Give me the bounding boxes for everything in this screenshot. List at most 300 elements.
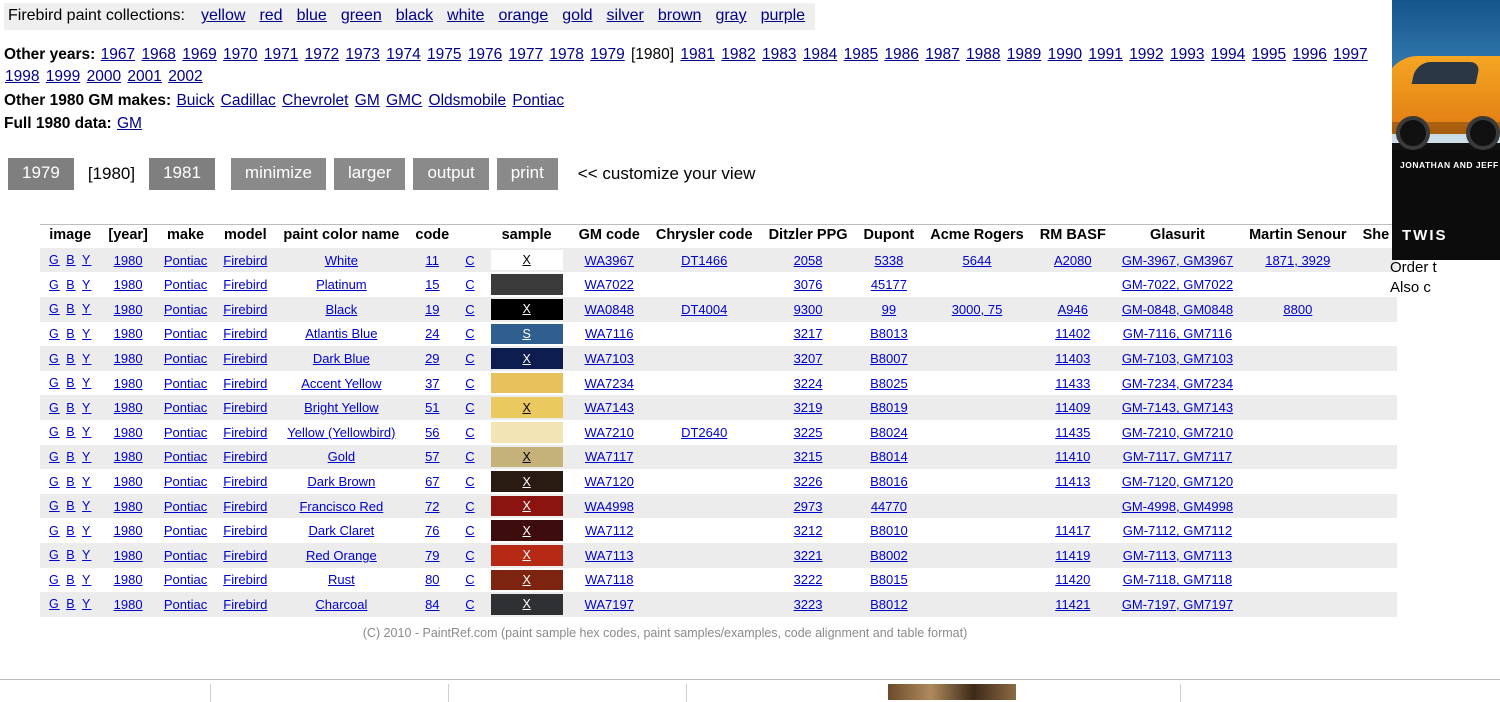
cell-gm-code-link[interactable]: WA3967 xyxy=(584,252,634,268)
cell-year-link[interactable]: 1980 xyxy=(113,277,143,293)
cell-code[interactable] xyxy=(407,445,457,470)
collection-link-gray[interactable]: gray xyxy=(715,7,747,24)
year-link-1974[interactable]: 1974 xyxy=(386,46,421,63)
cell-paint-color-name[interactable] xyxy=(275,272,407,297)
year-link-1969[interactable]: 1969 xyxy=(182,46,217,63)
color-swatch[interactable]: X xyxy=(491,594,563,615)
cell-code[interactable] xyxy=(407,248,457,273)
cell-chrysler-code[interactable] xyxy=(648,395,761,420)
cell-make-link[interactable]: Pontiac xyxy=(163,498,208,514)
cell-color-sample[interactable] xyxy=(483,297,571,322)
image-link-y[interactable]: Y xyxy=(82,597,92,612)
cell-martin-senour[interactable] xyxy=(1241,568,1354,593)
cell-ditzler-ppg-link[interactable]: 3226 xyxy=(793,474,823,490)
year-link-1993[interactable]: 1993 xyxy=(1169,46,1205,63)
cell-ditzler-ppg-link[interactable]: 3222 xyxy=(793,572,823,588)
cell-glasurit-link[interactable]: GM-4998, GM4998 xyxy=(1121,498,1234,514)
cell-code-link[interactable]: 51 xyxy=(425,400,440,416)
collection-link-green[interactable]: green xyxy=(340,7,382,24)
cell-dupont[interactable] xyxy=(856,248,923,273)
collection-link-yellow[interactable]: yellow xyxy=(200,7,246,24)
cell-model[interactable] xyxy=(215,568,275,593)
cell-paint-color-name[interactable] xyxy=(275,469,407,494)
cell-c-link[interactable] xyxy=(457,445,482,470)
cell-code[interactable] xyxy=(407,420,457,445)
cell-gm-code-link[interactable]: WA7234 xyxy=(584,375,634,391)
cell-year-link[interactable]: 1980 xyxy=(113,474,143,490)
year-link-1997[interactable]: 1997 xyxy=(1333,46,1368,63)
cell-martin-senour[interactable] xyxy=(1241,494,1354,519)
cell-model[interactable] xyxy=(215,518,275,543)
cell-rm-basf[interactable] xyxy=(1032,469,1114,494)
image-link-g[interactable]: G xyxy=(49,351,60,366)
cell-paint-color-name-link[interactable]: Dark Claret xyxy=(308,523,375,539)
cell-paint-color-name-link[interactable]: Platinum xyxy=(316,277,367,293)
cell-code-link[interactable]: 29 xyxy=(425,351,440,367)
color-swatch[interactable]: X xyxy=(491,545,563,566)
cell-color-sample[interactable] xyxy=(483,469,571,494)
cell-make[interactable] xyxy=(156,420,215,445)
cell-acme-rogers[interactable] xyxy=(922,322,1031,347)
year-link-1985[interactable]: 1985 xyxy=(843,46,879,63)
cell-dupont-link[interactable]: B8014 xyxy=(870,449,908,465)
next-year-button[interactable]: 1981 xyxy=(149,158,215,190)
cell-chrysler-code[interactable] xyxy=(648,592,761,617)
cell-paint-color-name-link[interactable]: Gold xyxy=(327,449,356,465)
cell-code-link[interactable]: 19 xyxy=(425,301,440,317)
cell-chrysler-code[interactable] xyxy=(648,494,761,519)
cell-make-link[interactable]: Pontiac xyxy=(163,596,208,612)
color-swatch[interactable]: X xyxy=(491,299,563,320)
cell-acme-rogers-link[interactable]: 5644 xyxy=(962,252,992,268)
image-link-b[interactable]: B xyxy=(66,277,76,292)
cell-acme-rogers[interactable] xyxy=(922,395,1031,420)
image-link-b[interactable]: B xyxy=(66,326,76,341)
image-link-y[interactable]: Y xyxy=(82,474,92,489)
cell-gm-code[interactable] xyxy=(571,297,648,322)
cell-gm-code-link[interactable]: WA7210 xyxy=(584,424,634,440)
cell-model-link[interactable]: Firebird xyxy=(223,474,268,490)
cell-paint-color-name[interactable] xyxy=(275,445,407,470)
year-link-1994[interactable]: 1994 xyxy=(1210,46,1246,63)
cell-color-sample[interactable] xyxy=(483,272,571,297)
collection-link-silver[interactable]: silver xyxy=(606,7,644,24)
cell-dupont[interactable] xyxy=(856,568,923,593)
cell-rm-basf-link[interactable]: 11403 xyxy=(1055,351,1091,367)
year-link-1972[interactable]: 1972 xyxy=(304,46,340,63)
cell-year[interactable] xyxy=(100,592,156,617)
cell-make[interactable] xyxy=(156,248,215,273)
prev-year-button[interactable]: 1979 xyxy=(8,158,74,190)
image-link-y[interactable]: Y xyxy=(82,523,92,538)
cell-ditzler-ppg[interactable] xyxy=(761,395,856,420)
cell-make-link[interactable]: Pontiac xyxy=(163,277,208,293)
color-swatch[interactable]: X xyxy=(491,250,563,271)
cell-acme-rogers[interactable] xyxy=(922,518,1031,543)
col-gm-code[interactable]: GM code xyxy=(571,224,648,248)
collection-link-purple[interactable]: purple xyxy=(760,7,806,24)
cell-model[interactable] xyxy=(215,322,275,347)
cell-acme-rogers[interactable] xyxy=(922,568,1031,593)
cell-rm-basf-link[interactable]: 11433 xyxy=(1055,375,1091,391)
year-link-1981[interactable]: 1981 xyxy=(680,46,715,63)
image-link-g[interactable]: G xyxy=(49,548,60,563)
cell-martin-senour[interactable] xyxy=(1241,272,1354,297)
row-image-links[interactable] xyxy=(40,568,100,593)
cell-year-link[interactable]: 1980 xyxy=(113,375,143,391)
image-link-b[interactable]: B xyxy=(66,425,76,440)
cell-model-link[interactable]: Firebird xyxy=(223,277,268,293)
cell-dupont[interactable] xyxy=(856,371,923,396)
cell-ditzler-ppg[interactable] xyxy=(761,543,856,568)
cell-glasurit-link[interactable]: GM-7143, GM7143 xyxy=(1121,400,1234,416)
cell-martin-senour[interactable] xyxy=(1241,518,1354,543)
row-image-links[interactable] xyxy=(40,469,100,494)
cell-gm-code-link[interactable]: WA7117 xyxy=(585,449,634,465)
cell-model-link[interactable]: Firebird xyxy=(223,547,268,563)
cell-paint-color-name[interactable] xyxy=(275,592,407,617)
cell-dupont-link[interactable]: 5338 xyxy=(874,252,904,268)
cell-color-sample[interactable] xyxy=(483,395,571,420)
cell-gm-code[interactable] xyxy=(571,346,648,371)
cell-rm-basf[interactable] xyxy=(1032,568,1114,593)
color-swatch[interactable] xyxy=(491,373,563,394)
cell-acme-rogers[interactable] xyxy=(922,445,1031,470)
cell-code-link[interactable]: 84 xyxy=(425,596,440,612)
row-image-links[interactable] xyxy=(40,248,100,273)
cell-year[interactable] xyxy=(100,568,156,593)
cell-model[interactable] xyxy=(215,420,275,445)
cell-model-link[interactable]: Firebird xyxy=(223,252,268,268)
cell-c-link[interactable] xyxy=(457,395,482,420)
cell-gm-code[interactable] xyxy=(571,395,648,420)
row-image-links[interactable] xyxy=(40,494,100,519)
cell-rm-basf-link[interactable]: 11421 xyxy=(1055,596,1091,612)
cell-make-link[interactable]: Pontiac xyxy=(163,424,208,440)
cell-ditzler-ppg-link[interactable]: 3212 xyxy=(793,523,823,539)
cell-year[interactable] xyxy=(100,420,156,445)
cell-chrysler-code-link[interactable]: DT4004 xyxy=(681,301,728,317)
cell-martin-senour[interactable] xyxy=(1241,543,1354,568)
cell-make[interactable] xyxy=(156,518,215,543)
cell-c-link[interactable] xyxy=(457,346,482,371)
print-button[interactable]: print xyxy=(497,158,558,190)
cell-ditzler-ppg[interactable] xyxy=(761,297,856,322)
cell-year-link[interactable]: 1980 xyxy=(113,547,143,563)
collection-link-black[interactable]: black xyxy=(395,7,434,24)
cell-year-link[interactable]: 1980 xyxy=(113,523,143,539)
cell-make-link[interactable]: Pontiac xyxy=(163,572,208,588)
cell-gm-code[interactable] xyxy=(571,494,648,519)
cell-model[interactable] xyxy=(215,395,275,420)
cell-c-link[interactable] xyxy=(457,592,482,617)
cell-martin-senour[interactable] xyxy=(1241,346,1354,371)
cell-year[interactable] xyxy=(100,395,156,420)
cell-rm-basf[interactable] xyxy=(1032,445,1114,470)
cell-glasurit-link[interactable]: GM-0848, GM0848 xyxy=(1121,301,1234,317)
cell-year-link[interactable]: 1980 xyxy=(113,301,143,317)
collection-link-white[interactable]: white xyxy=(447,7,485,24)
cell-rm-basf[interactable] xyxy=(1032,494,1114,519)
cell-paint-color-name-link[interactable]: Francisco Red xyxy=(299,498,384,514)
color-swatch[interactable] xyxy=(491,422,563,443)
cell-dupont-link[interactable]: B8013 xyxy=(870,326,908,342)
cell-acme-rogers[interactable] xyxy=(922,420,1031,445)
cell-make-link[interactable]: Pontiac xyxy=(163,252,208,268)
col-sample[interactable]: sample xyxy=(483,224,571,248)
cell-acme-rogers[interactable] xyxy=(922,469,1031,494)
cell-dupont-link[interactable]: B8025 xyxy=(870,375,908,391)
cell-code[interactable] xyxy=(407,543,457,568)
cell-model[interactable] xyxy=(215,494,275,519)
year-link-1991[interactable]: 1991 xyxy=(1088,46,1123,63)
cell-ditzler-ppg[interactable] xyxy=(761,518,856,543)
cell-make[interactable] xyxy=(156,494,215,519)
col-dupont[interactable]: Dupont xyxy=(856,224,923,248)
cell-model[interactable] xyxy=(215,592,275,617)
collection-link-brown[interactable]: brown xyxy=(657,7,702,24)
cell-martin-senour[interactable] xyxy=(1241,322,1354,347)
cell-dupont[interactable] xyxy=(856,469,923,494)
image-link-g[interactable]: G xyxy=(49,376,60,391)
cell-glasurit[interactable] xyxy=(1114,322,1241,347)
cell-dupont-link[interactable]: B8019 xyxy=(870,400,908,416)
cell-year-link[interactable]: 1980 xyxy=(113,252,143,268)
image-link-y[interactable]: Y xyxy=(82,351,92,366)
make-link-gm[interactable]: GM xyxy=(354,91,380,109)
cell-glasurit[interactable] xyxy=(1114,543,1241,568)
year-link-2001[interactable]: 2001 xyxy=(127,68,162,86)
cell-paint-color-name[interactable] xyxy=(275,248,407,273)
cell-color-sample[interactable] xyxy=(483,445,571,470)
cell-rm-basf[interactable] xyxy=(1032,518,1114,543)
cell-year[interactable] xyxy=(100,494,156,519)
cell-c-link-link[interactable]: C xyxy=(465,498,475,514)
cell-rm-basf-link[interactable]: 11417 xyxy=(1055,523,1091,539)
year-link-1979[interactable]: 1979 xyxy=(590,46,625,63)
cell-glasurit[interactable] xyxy=(1114,518,1241,543)
cell-paint-color-name[interactable] xyxy=(275,371,407,396)
cell-make-link[interactable]: Pontiac xyxy=(163,375,208,391)
larger-button[interactable]: larger xyxy=(334,158,405,190)
cell-code-link[interactable]: 11 xyxy=(425,252,440,268)
cell-paint-color-name[interactable] xyxy=(275,518,407,543)
cell-dupont-link[interactable]: B8007 xyxy=(870,351,908,367)
image-link-y[interactable]: Y xyxy=(82,400,92,415)
cell-model-link[interactable]: Firebird xyxy=(223,523,268,539)
cell-paint-color-name-link[interactable]: Yellow (Yellowbird) xyxy=(287,424,396,440)
color-swatch[interactable] xyxy=(491,274,563,295)
cell-glasurit[interactable] xyxy=(1114,272,1241,297)
cell-glasurit-link[interactable]: GM-7116, GM7116 xyxy=(1122,326,1233,342)
cell-acme-rogers[interactable] xyxy=(922,592,1031,617)
collection-link-blue[interactable]: blue xyxy=(296,7,327,24)
make-link-cadillac[interactable]: Cadillac xyxy=(220,91,276,109)
cell-ditzler-ppg-link[interactable]: 3221 xyxy=(793,547,823,563)
cell-ditzler-ppg[interactable] xyxy=(761,469,856,494)
cell-c-link-link[interactable]: C xyxy=(465,301,475,317)
col-martin-senour[interactable]: Martin Senour xyxy=(1241,224,1354,248)
cell-ditzler-ppg[interactable] xyxy=(761,420,856,445)
cell-gm-code[interactable] xyxy=(571,322,648,347)
cell-code-link[interactable]: 57 xyxy=(425,449,440,465)
col-rm-basf[interactable]: RM BASF xyxy=(1032,224,1114,248)
cell-glasurit[interactable] xyxy=(1114,445,1241,470)
cell-make[interactable] xyxy=(156,322,215,347)
cell-rm-basf[interactable] xyxy=(1032,592,1114,617)
cell-make[interactable] xyxy=(156,371,215,396)
cell-model-link[interactable]: Firebird xyxy=(223,498,268,514)
cell-glasurit[interactable] xyxy=(1114,297,1241,322)
cell-gm-code[interactable] xyxy=(571,371,648,396)
cell-code[interactable] xyxy=(407,297,457,322)
cell-code[interactable] xyxy=(407,346,457,371)
make-link-gmc[interactable]: GMC xyxy=(386,91,423,109)
cell-code[interactable] xyxy=(407,469,457,494)
image-link-g[interactable]: G xyxy=(49,326,60,341)
row-image-links[interactable] xyxy=(40,445,100,470)
year-link-1970[interactable]: 1970 xyxy=(223,46,258,63)
cell-glasurit-link[interactable]: GM-7120, GM7120 xyxy=(1121,474,1234,490)
output-button[interactable]: output xyxy=(413,158,488,190)
row-image-links[interactable] xyxy=(40,420,100,445)
make-link-buick[interactable]: Buick xyxy=(176,91,215,109)
cell-make[interactable] xyxy=(156,592,215,617)
cell-martin-senour[interactable] xyxy=(1241,469,1354,494)
col-glasurit[interactable]: Glasurit xyxy=(1114,224,1241,248)
cell-year-link[interactable]: 1980 xyxy=(113,498,143,514)
cell-glasurit-link[interactable]: GM-7112, GM7112 xyxy=(1122,523,1233,539)
cell-paint-color-name[interactable] xyxy=(275,346,407,371)
cell-dupont[interactable] xyxy=(856,322,923,347)
image-link-y[interactable]: Y xyxy=(82,572,92,587)
cell-martin-senour[interactable] xyxy=(1241,592,1354,617)
cell-paint-color-name[interactable] xyxy=(275,494,407,519)
cell-code[interactable] xyxy=(407,371,457,396)
row-image-links[interactable] xyxy=(40,272,100,297)
row-image-links[interactable] xyxy=(40,346,100,371)
year-link-1998[interactable]: 1998 xyxy=(5,68,40,86)
cell-rm-basf-link[interactable]: 11420 xyxy=(1055,572,1091,588)
cell-acme-rogers[interactable] xyxy=(922,543,1031,568)
minimize-button[interactable]: minimize xyxy=(231,158,326,190)
cell-gm-code-link[interactable]: WA7143 xyxy=(584,400,634,416)
make-link-oldsmobile[interactable]: Oldsmobile xyxy=(428,91,507,109)
col-make[interactable]: make xyxy=(156,224,215,248)
cell-rm-basf-link[interactable]: A946 xyxy=(1057,301,1088,317)
cell-rm-basf-link[interactable]: 11413 xyxy=(1055,474,1091,490)
row-image-links[interactable] xyxy=(40,371,100,396)
cell-code-link[interactable]: 67 xyxy=(425,474,440,490)
cell-glasurit[interactable] xyxy=(1114,592,1241,617)
cell-martin-senour[interactable] xyxy=(1241,420,1354,445)
cell-ditzler-ppg[interactable] xyxy=(761,272,856,297)
cell-make[interactable] xyxy=(156,568,215,593)
cell-martin-senour[interactable] xyxy=(1241,248,1354,273)
cell-glasurit-link[interactable]: GM-3967, GM3967 xyxy=(1121,252,1234,268)
cell-acme-rogers[interactable] xyxy=(922,494,1031,519)
year-link-1984[interactable]: 1984 xyxy=(802,46,838,63)
cell-glasurit-link[interactable]: GM-7197, GM7197 xyxy=(1121,596,1234,612)
cell-c-link-link[interactable]: C xyxy=(465,547,475,563)
cell-code[interactable] xyxy=(407,494,457,519)
image-link-b[interactable]: B xyxy=(66,376,76,391)
image-link-y[interactable]: Y xyxy=(82,499,92,514)
cell-c-link-link[interactable]: C xyxy=(465,424,475,440)
cell-dupont[interactable] xyxy=(856,543,923,568)
cell-glasurit[interactable] xyxy=(1114,420,1241,445)
cell-make-link[interactable]: Pontiac xyxy=(163,351,208,367)
cell-c-link-link[interactable]: C xyxy=(465,252,475,268)
cell-rm-basf-link[interactable]: 11410 xyxy=(1055,449,1091,465)
cell-model[interactable] xyxy=(215,543,275,568)
cell-c-link-link[interactable]: C xyxy=(465,400,475,416)
image-link-g[interactable]: G xyxy=(49,425,60,440)
image-link-b[interactable]: B xyxy=(66,400,76,415)
cell-martin-senour-link[interactable]: 8800 xyxy=(1283,301,1313,317)
cell-glasurit[interactable] xyxy=(1114,568,1241,593)
cell-make[interactable] xyxy=(156,297,215,322)
cell-c-link-link[interactable]: C xyxy=(465,375,475,391)
cell-code[interactable] xyxy=(407,518,457,543)
cell-glasurit-link[interactable]: GM-7234, GM7234 xyxy=(1121,375,1234,391)
cell-ditzler-ppg-link[interactable]: 9300 xyxy=(793,301,823,317)
cell-paint-color-name-link[interactable]: Charcoal xyxy=(315,596,368,612)
cell-model-link[interactable]: Firebird xyxy=(223,326,268,342)
cell-c-link-link[interactable]: C xyxy=(465,326,475,342)
cell-make[interactable] xyxy=(156,543,215,568)
cell-model-link[interactable]: Firebird xyxy=(223,596,268,612)
cell-make-link[interactable]: Pontiac xyxy=(163,326,208,342)
cell-dupont[interactable] xyxy=(856,518,923,543)
cell-c-link-link[interactable]: C xyxy=(465,277,475,293)
cell-dupont[interactable] xyxy=(856,395,923,420)
cell-gm-code-link[interactable]: WA7197 xyxy=(584,596,634,612)
cell-year[interactable] xyxy=(100,346,156,371)
cell-rm-basf[interactable] xyxy=(1032,395,1114,420)
cell-make-link[interactable]: Pontiac xyxy=(163,400,208,416)
color-swatch[interactable]: X xyxy=(491,570,563,591)
cell-make-link[interactable]: Pontiac xyxy=(163,547,208,563)
cell-color-sample[interactable] xyxy=(483,346,571,371)
image-link-b[interactable]: B xyxy=(66,474,76,489)
make-link-chevrolet[interactable]: Chevrolet xyxy=(282,91,349,109)
cell-acme-rogers[interactable] xyxy=(922,371,1031,396)
cell-paint-color-name-link[interactable]: Black xyxy=(325,301,358,317)
cell-model[interactable] xyxy=(215,272,275,297)
cell-ditzler-ppg-link[interactable]: 3223 xyxy=(793,596,823,612)
year-link-1995[interactable]: 1995 xyxy=(1251,46,1287,63)
cell-rm-basf[interactable] xyxy=(1032,371,1114,396)
image-link-b[interactable]: B xyxy=(66,499,76,514)
cell-glasurit[interactable] xyxy=(1114,346,1241,371)
cell-chrysler-code[interactable] xyxy=(648,297,761,322)
image-link-y[interactable]: Y xyxy=(82,376,92,391)
cell-c-link-link[interactable]: C xyxy=(465,596,475,612)
cell-glasurit-link[interactable]: GM-7022, GM7022 xyxy=(1121,277,1234,293)
cell-dupont[interactable] xyxy=(856,272,923,297)
image-link-b[interactable]: B xyxy=(66,351,76,366)
cell-paint-color-name[interactable] xyxy=(275,543,407,568)
cell-glasurit-link[interactable]: GM-7210, GM7210 xyxy=(1121,424,1234,440)
cell-year-link[interactable]: 1980 xyxy=(113,424,143,440)
year-link-2002[interactable]: 2002 xyxy=(168,68,203,86)
cell-c-link-link[interactable]: C xyxy=(465,449,475,465)
year-link-1973[interactable]: 1973 xyxy=(345,46,380,63)
make-link-pontiac[interactable]: Pontiac xyxy=(512,91,565,109)
cell-gm-code[interactable] xyxy=(571,518,648,543)
cell-paint-color-name-link[interactable]: Atlantis Blue xyxy=(305,326,378,342)
